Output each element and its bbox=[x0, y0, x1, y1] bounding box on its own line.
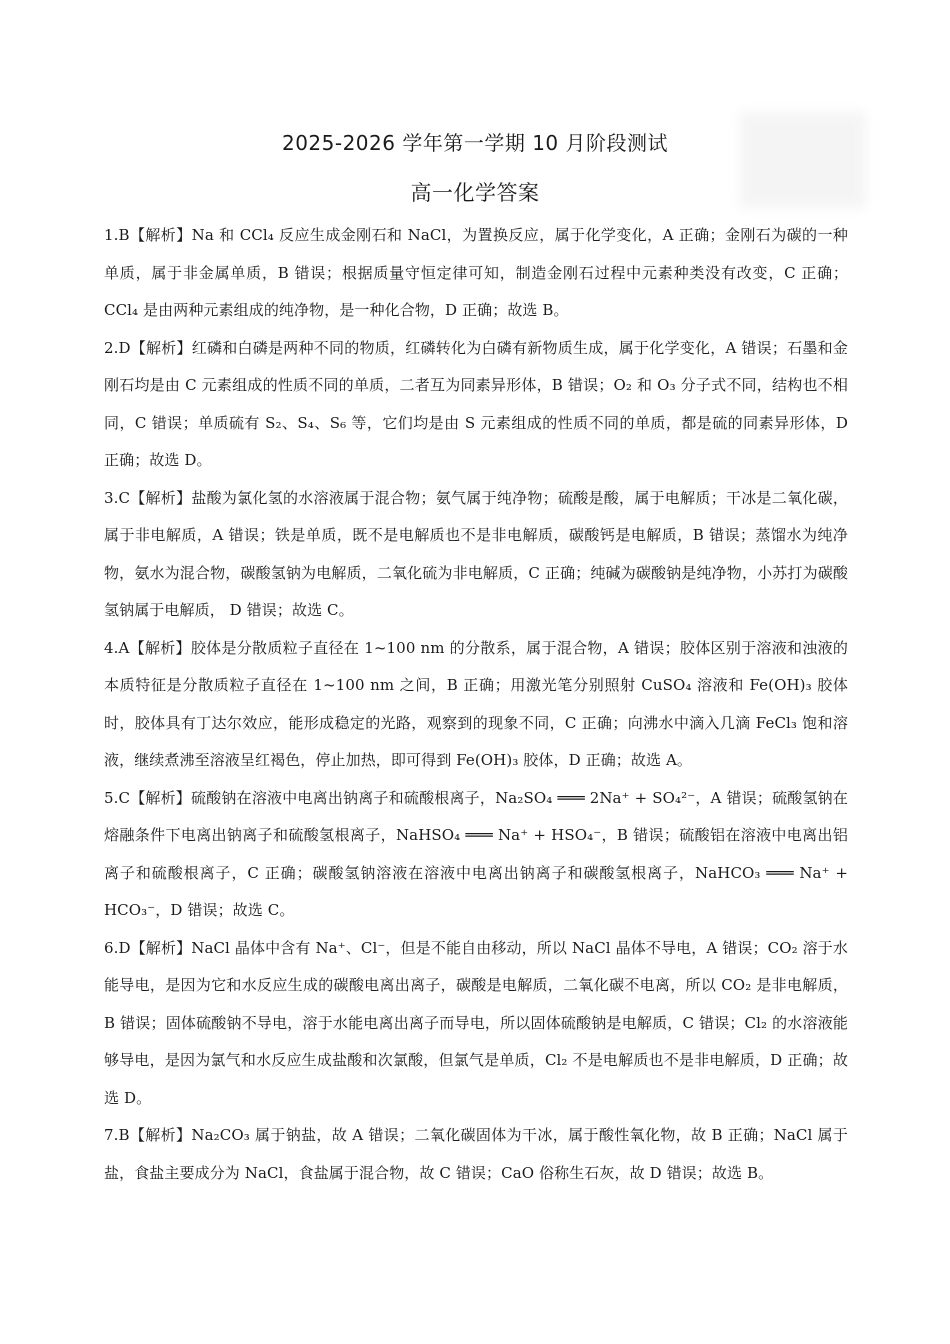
answer-list bbox=[104, 217, 848, 1192]
answer-4: 4.A【解析】胶体是分散质粒子直径在 1~100 nm 的分散系，属于混合物，A 错误；胶体区别于溶液和浊液的本质特征是分散质粒子直径在 1~100 nm 之间，B 正确；用激光笔分别照射 CuSO₄ 溶液和 Fe(OH)₃ 胶体时，胶体具有丁达尔效应，能形成稳定的光路，观察到的现象不同，C 正确；向沸水中滴入几滴 FeCl₃ 饱和溶液，继续煮沸至溶液呈红褐色，停止加热，即可得到 Fe(OH)₃ 胶体，D 正确；故选 A。 bbox=[104, 638, 848, 769]
answer-5: 5.C【解析】硫酸钠在溶液中电离出钠离子和硫酸根离子，Na₂SO₄ ═══ 2Na⁺ + SO₄²⁻，A 错误；硫酸氢钠在熔融条件下电离出钠离子和硫酸氢根离子，NaHSO₄ ═══ Na⁺ + HSO₄⁻，B 错误；硫酸铝在溶液中电离出铝离子和硫酸根离子，C 正确；碳酸氢钠溶液在溶液中电离出钠离子和碳酸氢根离子，NaHCO₃ ═══ Na⁺ + HCO₃⁻，D 错误；故选 C。 bbox=[104, 788, 848, 919]
page-title: 2025-2026 学年第一学期 10 月阶段测试 bbox=[281, 131, 669, 155]
answer-7: 7.B【解析】Na₂CO₃ 属于钠盐，故 A 错误；二氧化碳固体为干冰，属于酸性氧化物，故 B 正确；NaCl 属于盐，食盐主要成分为 NaCl，食盐属于混合物，故 C 错误；CaO 俗称生石灰，故 D 错误；故选 B。 bbox=[104, 1126, 848, 1182]
page-subtitle: 高一化学答案 bbox=[410, 181, 540, 205]
answer-2: 2.D【解析】红磷和白磷是两种不同的物质，红磷转化为白磷有新物质生成，属于化学变化，A 错误；石墨和金刚石均是由 C 元素组成的性质不同的单质，二者互为同素异形体，B 错误；O₂ 和 O₃ 分子式不同，结构也不相同，C 错误；单质硫有 S₂、S₄、S₆ 等，它们均是由 S 元素组成的性质不同的单质，都是硫的同素异形体，D 正确；故选 D。 bbox=[104, 338, 848, 469]
answer-3: 3.C【解析】盐酸为氯化氢的水溶液属于混合物；氨气属于纯净物；硫酸是酸，属于电解质；干冰是二氧化碳，属于非电解质，A 错误；铁是单质，既不是电解质也不是非电解质，碳酸钙是电解质，B 错误；蒸馏水为纯净物，氨水为混合物，碳酸氢钠为电解质，二氧化硫为非电解质，C 正确；纯碱为碳酸钠是纯净物，小苏打为碳酸氢钠属于电解质， D 错误；故选 C。 bbox=[104, 488, 848, 619]
answer-1: 1.B【解析】Na 和 CCl₄ 反应生成金刚石和 NaCl，为置换反应，属于化学变化，A 正确；金刚石为碳的一种单质，属于非金属单质，B 错误；根据质量守恒定律可知，制造金刚石过程中元素种类没有改变，C 正确；CCl₄ 是由两种元素组成的纯净物，是一种化合物，D 正确；故选 B。 bbox=[104, 226, 848, 319]
answer-6: 6.D【解析】NaCl 晶体中含有 Na⁺、Cl⁻，但是不能自由移动，所以 NaCl 晶体不导电，A 错误；CO₂ 溶于水能导电，是因为它和水反应生成的碳酸电离出离子，碳酸是电解质，二氧化碳不电离，所以 CO₂ 是非电解质，B 错误；固体硫酸钠不导电，溶于水能电离出离子而导电，所以固体硫酸钠是电解质，C 错误；Cl₂ 的水溶液能够导电，是因为氯气和水反应生成盐酸和次氯酸，但氯气是单质，Cl₂ 不是电解质也不是非电解质，D 正确；故选 D。 bbox=[104, 938, 848, 1107]
